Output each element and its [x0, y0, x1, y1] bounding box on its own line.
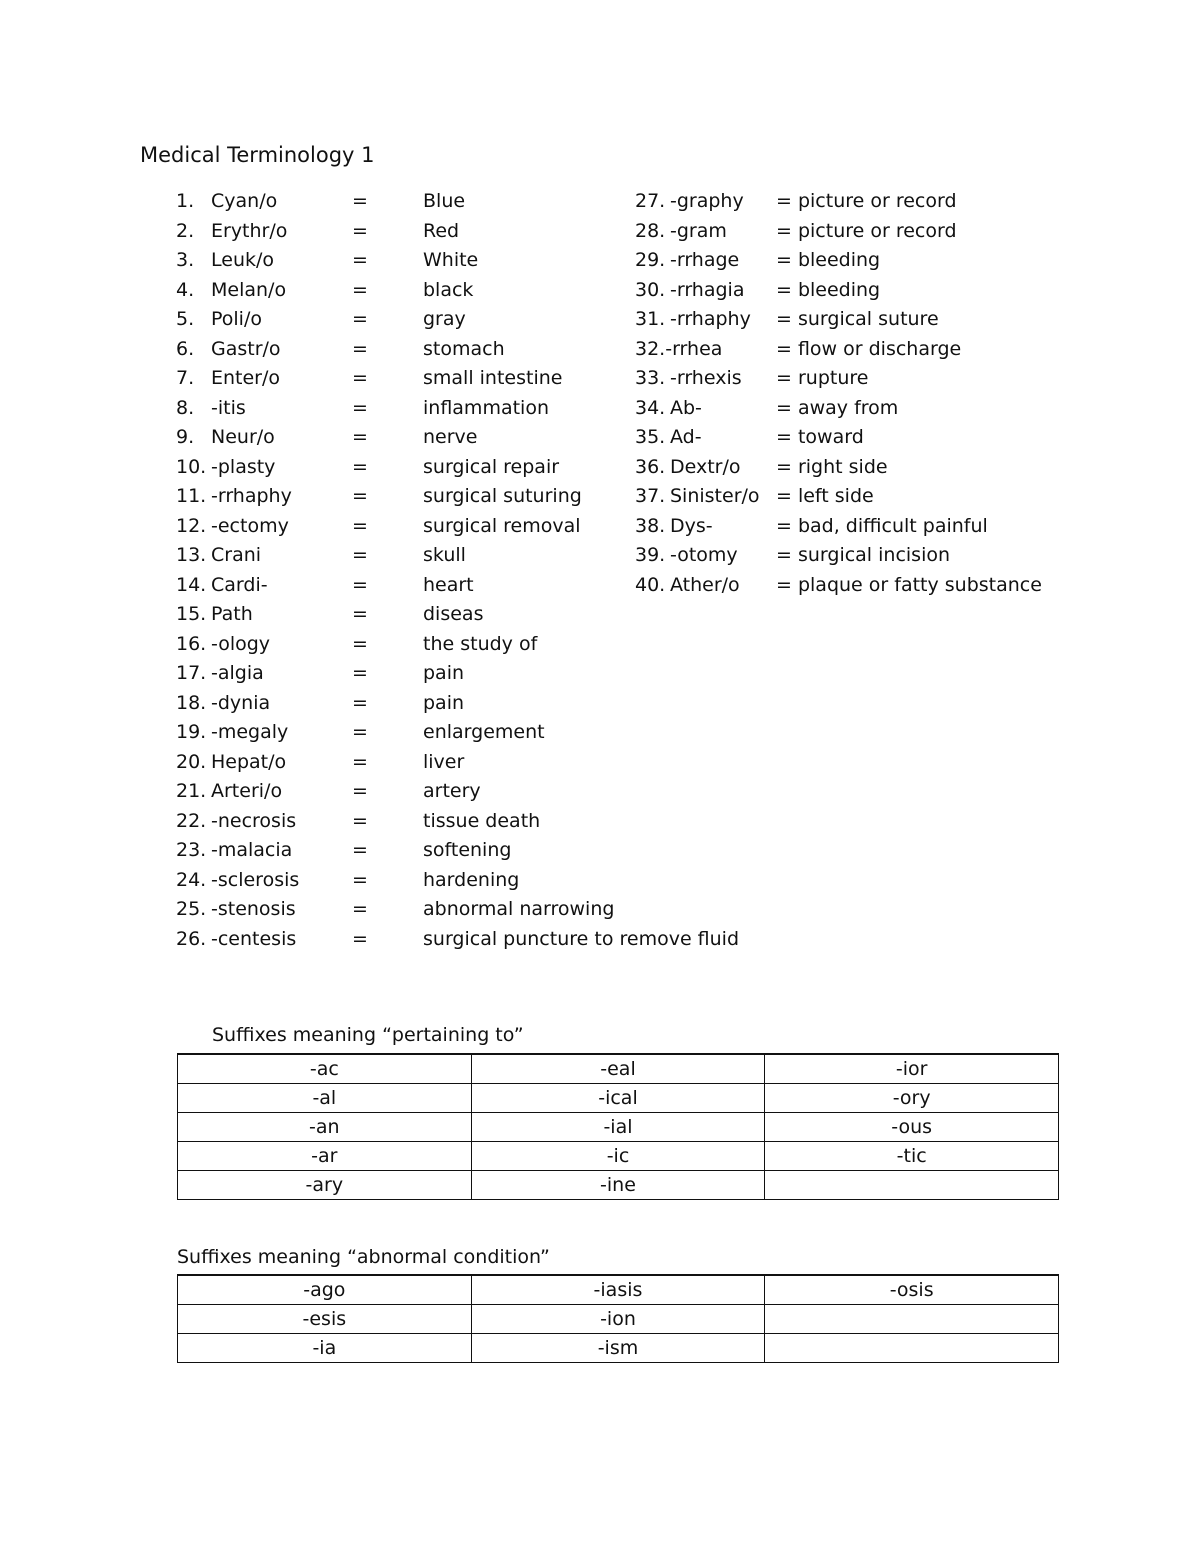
term-number: 20.	[176, 750, 207, 773]
term-word-part: Sinister/o	[670, 485, 760, 507]
term-equals: =	[352, 780, 368, 802]
term-meaning: = left side	[776, 485, 874, 507]
term-word-part: Poli/o	[211, 308, 262, 330]
term-word-part: Hepat/o	[211, 750, 287, 773]
term-equals: =	[352, 573, 368, 596]
term-number: 32.-rrhea	[635, 337, 723, 360]
term-meaning: tissue death	[423, 809, 541, 832]
term-word-part: -itis	[211, 396, 246, 419]
table-row	[178, 1113, 1059, 1142]
term-meaning: softening	[423, 839, 512, 861]
table-row	[178, 1305, 1059, 1334]
table-row	[178, 1142, 1059, 1171]
term-meaning: = rupture	[776, 367, 869, 389]
term-equals: =	[352, 662, 368, 684]
term-meaning: artery	[423, 780, 481, 802]
term-number: 24.	[176, 868, 207, 891]
page-title: Medical Terminology 1	[140, 143, 375, 167]
term-meaning: = bad, difficult painful	[776, 514, 988, 537]
term-equals: =	[352, 927, 368, 950]
term-number: 39.	[635, 544, 666, 566]
term-word-part: -malacia	[211, 839, 293, 861]
abnormal-title: Suffixes meaning “abnormal condition”	[177, 1246, 550, 1268]
suffix-cell: -ical	[471, 1084, 765, 1113]
suffix-cell: -ar	[178, 1142, 472, 1171]
term-number: 1.	[176, 190, 195, 212]
suffix-cell: -ior	[765, 1054, 1059, 1084]
term-word-part: Leuk/o	[211, 249, 275, 271]
term-word-part: Path	[211, 603, 253, 625]
term-word-part: -rrhexis	[670, 367, 742, 389]
suffix-cell: -tic	[765, 1142, 1059, 1171]
table-row	[178, 1054, 1059, 1084]
term-equals: =	[352, 249, 368, 271]
suffix-cell: -ism	[471, 1334, 765, 1363]
term-meaning: surgical removal	[423, 514, 581, 537]
term-number: 29.	[635, 249, 666, 271]
term-word-part: Erythr/o	[211, 219, 288, 242]
suffix-cell: -ous	[765, 1113, 1059, 1142]
term-number: 2.	[176, 219, 195, 242]
suffix-cell: -osis	[765, 1275, 1059, 1305]
suffix-cell: -ago	[178, 1275, 472, 1305]
term-word-part: -sclerosis	[211, 868, 300, 891]
term-meaning: = plaque or fatty substance	[776, 573, 1042, 596]
suffix-cell: -iasis	[471, 1275, 765, 1305]
term-word-part: Dys-	[670, 514, 713, 537]
term-equals: =	[352, 278, 368, 301]
term-equals: =	[352, 603, 368, 625]
term-meaning: = surgical incision	[776, 544, 951, 566]
pertaining-title: Suffixes meaning “pertaining to”	[212, 1024, 524, 1046]
term-meaning: surgical suturing	[423, 485, 582, 507]
term-meaning: heart	[423, 573, 474, 596]
term-number: 19.	[176, 721, 207, 743]
term-meaning: stomach	[423, 337, 505, 360]
term-equals: =	[352, 691, 368, 714]
term-meaning: = surgical suture	[776, 308, 939, 330]
term-meaning: small intestine	[423, 367, 563, 389]
term-number: 3.	[176, 249, 195, 271]
suffix-cell	[765, 1305, 1059, 1334]
term-number: 9.	[176, 426, 195, 448]
term-meaning: pain	[423, 691, 465, 714]
term-word-part: -centesis	[211, 927, 297, 950]
suffix-cell: -ic	[471, 1142, 765, 1171]
term-word-part: -necrosis	[211, 809, 297, 832]
term-meaning: surgical repair	[423, 455, 560, 478]
term-meaning: skull	[423, 544, 466, 566]
term-word-part: -ectomy	[211, 514, 289, 537]
term-number: 6.	[176, 337, 195, 360]
term-equals: =	[352, 809, 368, 832]
term-number: 14.	[176, 573, 207, 596]
table-row	[178, 1334, 1059, 1363]
term-equals: =	[352, 219, 368, 242]
suffix-cell: -ary	[178, 1171, 472, 1200]
suffix-cell: -ia	[178, 1334, 472, 1363]
term-number: 5.	[176, 308, 195, 330]
term-number: 31.	[635, 308, 666, 330]
term-equals: =	[352, 308, 368, 330]
term-word-part: Ad-	[670, 426, 702, 448]
term-meaning: = bleeding	[776, 278, 881, 301]
term-word-part: -rrhaphy	[211, 485, 292, 507]
term-equals: =	[352, 455, 368, 478]
term-word-part: Gastr/o	[211, 337, 281, 360]
term-meaning: abnormal narrowing	[423, 898, 615, 920]
suffix-cell: -ion	[471, 1305, 765, 1334]
term-equals: =	[352, 396, 368, 419]
term-meaning: = picture or record	[776, 190, 957, 212]
term-equals: =	[352, 337, 368, 360]
term-meaning: liver	[423, 750, 465, 773]
suffix-cell: -ory	[765, 1084, 1059, 1113]
pertaining-table	[177, 1053, 1059, 1200]
term-meaning: surgical puncture to remove fluid	[423, 927, 740, 950]
term-number: 35.	[635, 426, 666, 448]
table-row	[178, 1084, 1059, 1113]
abnormal-table	[177, 1274, 1059, 1363]
term-number: 18.	[176, 691, 207, 714]
term-word-part: Melan/o	[211, 278, 287, 301]
term-meaning: diseas	[423, 603, 484, 625]
term-word-part: Arteri/o	[211, 780, 283, 802]
table-row	[178, 1171, 1059, 1200]
term-word-part: Cyan/o	[211, 190, 278, 212]
term-word-part: Ab-	[670, 396, 702, 419]
suffix-cell: -esis	[178, 1305, 472, 1334]
term-number: 30.	[635, 278, 666, 301]
term-number: 11.	[176, 485, 207, 507]
term-number: 13.	[176, 544, 207, 566]
term-equals: =	[352, 898, 368, 920]
suffix-cell	[765, 1171, 1059, 1200]
term-number: 8.	[176, 396, 195, 419]
term-equals: =	[352, 721, 368, 743]
term-equals: =	[352, 839, 368, 861]
term-word-part: -algia	[211, 662, 264, 684]
term-number: 16.	[176, 632, 207, 655]
suffix-cell: -eal	[471, 1054, 765, 1084]
term-meaning: = bleeding	[776, 249, 881, 271]
term-meaning: = flow or discharge	[776, 337, 962, 360]
term-meaning: = toward	[776, 426, 864, 448]
term-number: 25.	[176, 898, 207, 920]
suffix-cell: -ac	[178, 1054, 472, 1084]
term-number: 33.	[635, 367, 666, 389]
term-equals: =	[352, 426, 368, 448]
term-meaning: pain	[423, 662, 465, 684]
term-word-part: -ology	[211, 632, 271, 655]
term-number: 34.	[635, 396, 666, 419]
term-word-part: Crani	[211, 544, 262, 566]
term-number: 7.	[176, 367, 195, 389]
term-number: 40.	[635, 573, 666, 596]
term-number: 21.	[176, 780, 207, 802]
table-row	[178, 1275, 1059, 1305]
term-equals: =	[352, 868, 368, 891]
term-word-part: -otomy	[670, 544, 738, 566]
term-number: 37.	[635, 485, 666, 507]
term-equals: =	[352, 485, 368, 507]
term-word-part: -megaly	[211, 721, 289, 743]
term-number: 4.	[176, 278, 195, 301]
term-equals: =	[352, 632, 368, 655]
term-number: 17.	[176, 662, 207, 684]
term-word-part: Enter/o	[211, 367, 281, 389]
term-meaning: = right side	[776, 455, 888, 478]
term-meaning: enlargement	[423, 721, 545, 743]
suffix-cell: -ine	[471, 1171, 765, 1200]
term-meaning: = picture or record	[776, 219, 957, 242]
term-meaning: inflammation	[423, 396, 549, 419]
term-equals: =	[352, 514, 368, 537]
term-number: 23.	[176, 839, 207, 861]
term-number: 22.	[176, 809, 207, 832]
term-number: 28.	[635, 219, 666, 242]
term-word-part: -stenosis	[211, 898, 296, 920]
term-word-part: Cardi-	[211, 573, 268, 596]
term-number: 38.	[635, 514, 666, 537]
term-equals: =	[352, 544, 368, 566]
term-word-part: Ather/o	[670, 573, 740, 596]
term-number: 10.	[176, 455, 207, 478]
term-number: 27.	[635, 190, 666, 212]
term-meaning: the study of	[423, 632, 538, 655]
term-meaning: Blue	[423, 190, 466, 212]
suffix-cell: -ial	[471, 1113, 765, 1142]
suffix-cell: -al	[178, 1084, 472, 1113]
term-number: 15.	[176, 603, 207, 625]
term-meaning: nerve	[423, 426, 478, 448]
term-word-part: -gram	[670, 219, 727, 242]
term-equals: =	[352, 367, 368, 389]
term-word-part: -rrhagia	[670, 278, 745, 301]
term-meaning: = away from	[776, 396, 899, 419]
term-word-part: -rrhage	[670, 249, 740, 271]
term-word-part: -rrhaphy	[670, 308, 751, 330]
term-number: 36.	[635, 455, 666, 478]
term-number: 12.	[176, 514, 207, 537]
term-word-part: -graphy	[670, 190, 744, 212]
term-meaning: hardening	[423, 868, 520, 891]
term-meaning: White	[423, 249, 479, 271]
term-meaning: black	[423, 278, 474, 301]
suffix-cell	[765, 1334, 1059, 1363]
term-equals: =	[352, 190, 368, 212]
term-equals: =	[352, 750, 368, 773]
term-word-part: -dynia	[211, 691, 271, 714]
term-meaning: Red	[423, 219, 460, 242]
term-meaning: gray	[423, 308, 466, 330]
term-word-part: Neur/o	[211, 426, 275, 448]
term-number: 26.	[176, 927, 207, 950]
term-word-part: Dextr/o	[670, 455, 741, 478]
suffix-cell: -an	[178, 1113, 472, 1142]
term-word-part: -plasty	[211, 455, 276, 478]
